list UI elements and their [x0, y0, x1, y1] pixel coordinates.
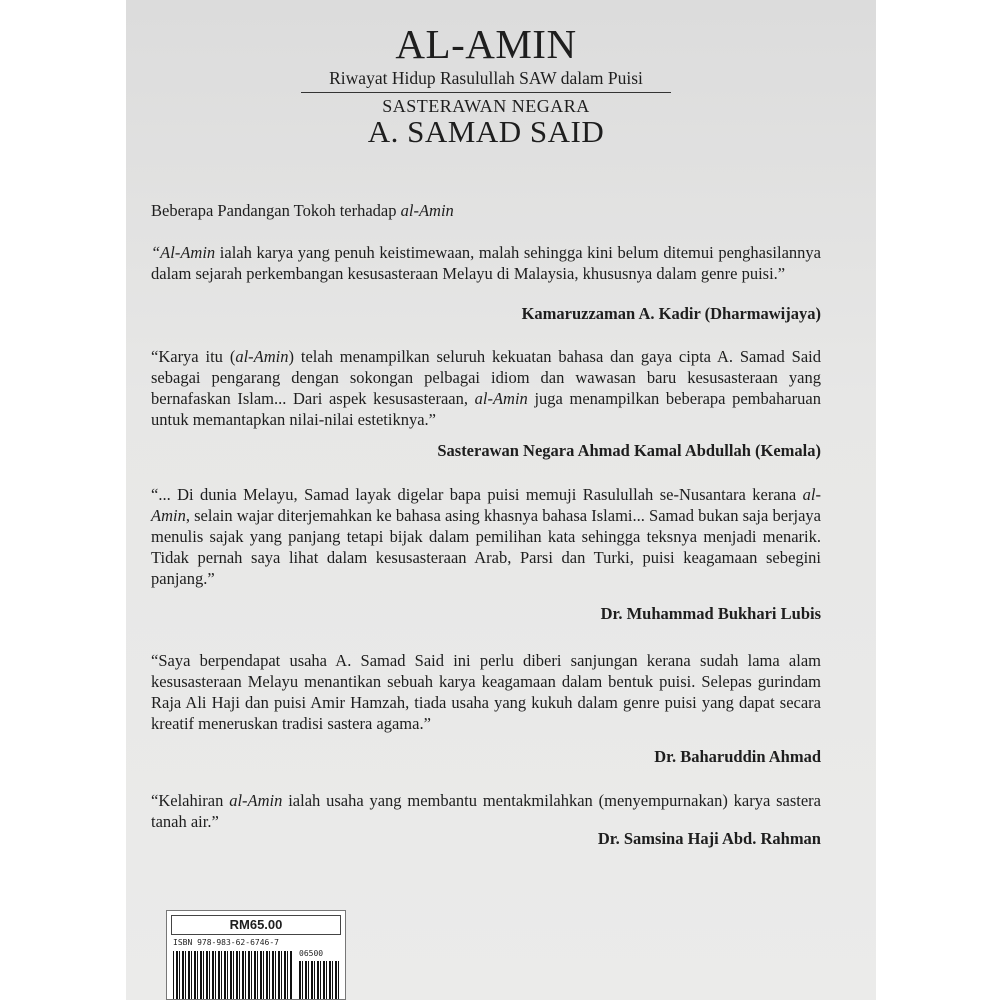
background-left — [0, 0, 126, 1000]
quote-2-em-a: al-Amin — [235, 347, 289, 366]
barcode-addon-number: 06500 — [299, 949, 324, 958]
quote-4-author: Dr. Baharuddin Ahmad — [654, 747, 821, 766]
quote-5-author: Dr. Samsina Haji Abd. Rahman — [597, 829, 821, 848]
quote-3-text-b: , selain wajar diterjemahkan ke bahasa asing khasnya bahasa Islami... Samad bukan saja berjaya menulis sajak yang panjang tetapi bijak dalam pemilihan kata sehingga teksnya menjadi menarik. Tidak pernah saya lihat dalam kesusasteraan Arab, Parsi dan Turki, puisi keagamaan sebegini panjang.” — [151, 506, 821, 588]
price-label: RM65.00 — [171, 915, 341, 935]
book-back-cover — [126, 0, 876, 1000]
quote-5-em: al-Amin — [229, 791, 283, 810]
background-right — [876, 0, 1000, 1000]
quote-5 — [151, 790, 821, 832]
quote-2-text-b: ) telah menampilkan seluruh kekuatan bahasa dan gaya cipta A. Samad Said sebagai pengarang dengan sokongan pelbagai idiom dan wawasan baru kesusasteraan yang bernafaskan Islam... Dari aspek kesusasteraan, — [151, 347, 821, 408]
quote-1-author: Kamaruzzaman A. Kadir (Dharmawijaya) — [521, 304, 821, 323]
intro-text: Beberapa Pandangan Tokoh terhadap — [151, 201, 401, 220]
price-barcode-sticker — [166, 910, 346, 1000]
quote-3-author: Dr. Muhammad Bukhari Lubis — [600, 604, 821, 623]
section-intro — [151, 200, 821, 221]
quote-3-em: al-Amin — [151, 485, 821, 525]
quote-3 — [151, 484, 821, 589]
quote-1-text: ialah karya yang penuh keistimewaan, malah sehingga kini belum ditemui penghasilannya dalam sejarah perkembangan kesusasteraan Melayu di Malaysia, khususnya dalam genre puisi.” — [151, 243, 821, 283]
book-title: AL-AMIN — [395, 21, 577, 67]
quote-2-text-a: “Karya itu ( — [151, 347, 236, 366]
quote-2 — [151, 346, 821, 430]
quote-3-text-a: “... Di dunia Melayu, Samad layak digelar bapa puisi memuji Rasulullah se-Nusantara kerana — [151, 485, 803, 504]
book-subtitle: Riwayat Hidup Rasulullah SAW dalam Puisi — [329, 68, 643, 88]
cover-header — [301, 22, 671, 148]
quote-2-em-b: al-Amin — [474, 389, 528, 408]
barcode-icon — [173, 951, 293, 1000]
quote-1 — [151, 242, 821, 284]
header-divider — [301, 92, 671, 93]
isbn-number: ISBN 978-983-62-6746-7 — [173, 938, 279, 947]
quote-4 — [151, 650, 821, 734]
quote-4-text: “Saya berpendapat usaha A. Samad Said ini perlu diberi sanjungan kerana sudah lama alam kesusasteraan Melayu menantikan sebuah karya keagamaan dalam bentuk puisi. Selepas gurindam Raja Ali Haji dan puisi Amir Hamzah, tiada usaha yang kukuh dalam genre puisi yang dapat secara kreatif meneruskan tradisi sastera agama.” — [151, 651, 821, 733]
barcode-addon-icon — [299, 961, 339, 1000]
intro-title-ref: al-Amin — [400, 201, 454, 220]
author-name: A. SAMAD SAID — [367, 114, 605, 149]
quote-1-em: “Al-Amin — [151, 243, 216, 262]
quote-2-text-c: juga menampilkan beberapa pembaharuan untuk memantapkan nilai-nilai estetiknya.” — [151, 389, 821, 429]
quote-5-text-b: ialah usaha yang membantu mentakmilahkan (menyempurnakan) karya sastera tanah air.” — [151, 791, 821, 831]
quote-2-author: Sasterawan Negara Ahmad Kamal Abdullah (Kemala) — [437, 441, 821, 460]
quote-5-text-a: “Kelahiran — [151, 791, 230, 810]
author-kicker: SASTERAWAN NEGARA — [382, 96, 590, 116]
